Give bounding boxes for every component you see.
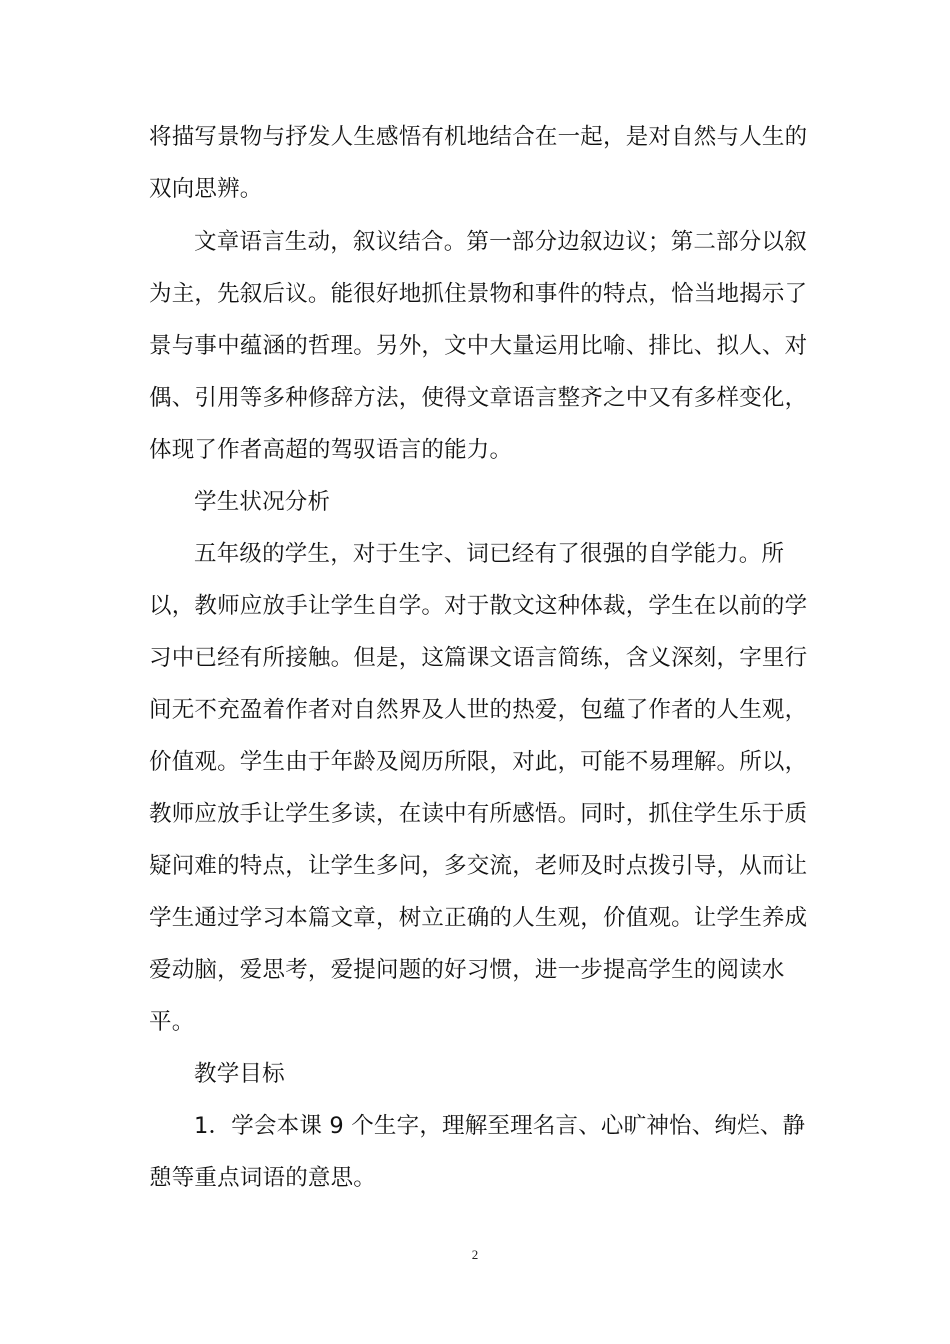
text-line: 平。 [149, 1009, 195, 1035]
text-line: 文章语言生动，叙议结合。第一部分边叙边议；第二部分以叙 [194, 229, 807, 255]
text-line: 体现了作者高超的驾驭语言的能力。 [149, 437, 513, 463]
text-line: 习中已经有所接触。但是，这篇课文语言简练，含义深刻，字里行 [149, 645, 808, 671]
text-line: 将描写景物与抒发人生感悟有机地结合在一起，是对自然与人生的 [149, 124, 808, 150]
text-line: 学生通过学习本篇文章，树立正确的人生观，价值观。让学生养成 [149, 905, 808, 931]
section-heading: 学生状况分析 [194, 489, 331, 515]
text-line: 价值观。学生由于年龄及阅历所限，对此，可能不易理解。所以， [149, 749, 808, 775]
section-heading: 教学目标 [194, 1061, 285, 1087]
text-line: 偶、引用等多种修辞方法，使得文章语言整齐之中又有多样变化， [149, 385, 808, 411]
text-line: 爱动脑，爱思考，爱提问题的好习惯，进一步提高学生的阅读水 [149, 957, 785, 983]
text-line: 以，教师应放手让学生自学。对于散文这种体裁，学生在以前的学 [149, 593, 808, 619]
text-line: 1．学会本课 9 个生字，理解至理名言、心旷神怡、绚烂、静 [194, 1113, 806, 1139]
text-line: 憩等重点词语的意思。 [149, 1165, 377, 1191]
text-line: 教师应放手让学生多读，在读中有所感悟。同时，抓住学生乐于质 [149, 801, 808, 827]
text-line: 五年级的学生，对于生字、词已经有了很强的自学能力。所 [194, 541, 785, 567]
page-number: 2 [471, 1247, 479, 1262]
text-line: 双向思辨。 [149, 176, 263, 202]
text-line: 疑问难的特点，让学生多问，多交流，老师及时点拨引导，从而让 [149, 853, 808, 879]
text-line: 为主，先叙后议。能很好地抓住景物和事件的特点，恰当地揭示了 [149, 281, 808, 307]
text-line: 间无不充盈着作者对自然界及人世的热爱，包蕴了作者的人生观， [149, 697, 808, 723]
text-line: 景与事中蕴涵的哲理。另外，文中大量运用比喻、排比、拟人、对 [149, 333, 808, 359]
